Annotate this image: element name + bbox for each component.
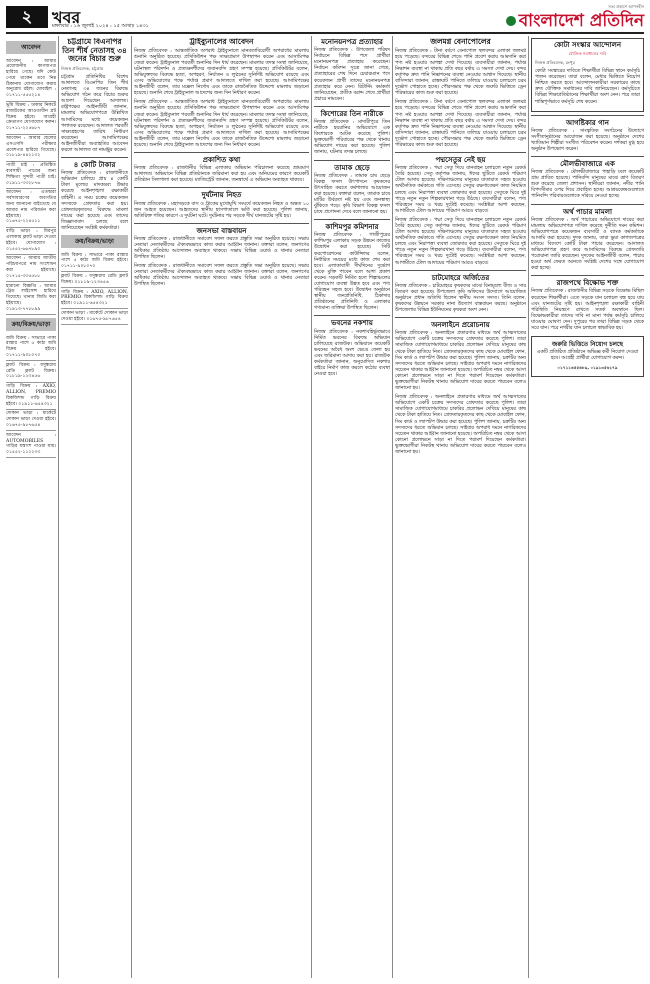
story-headline: কিশোরের তিন নারীকে [320,109,384,118]
story-money-laundering [531,208,644,273]
brand-block [506,4,644,31]
story-song [531,119,644,153]
story-divider [395,152,526,153]
classified-item: আবেদন : AUTOMOBILES গাড়ির যন্ত্রাংশ পাওয়া যায়। ০১৫৫২-১১২২৩৩ [6,431,56,458]
column-divider [392,36,393,978]
story-body-continued: নিজস্ব প্রতিবেদক : টানা বর্ষণে বেনাপোল স্থলবন্দর এলাকা জলমগ্ন হয়ে পড়েছে। বন্দরের বিভিন্ন শেডে পানি প্রবেশ করায় আমদানি করা পণ্য নষ্ট হওয়ার আশঙ্কা দেখা দিয়েছে। ব্যবসায়ীরা জানান, পর্যাপ্ত নিষ্কাশন ব্যবস্থা না থাকায় প্রতি বছর বর্ষায় এ সমস্যা দেখা দেয়। বন্দর কর্তৃপক্ষ দ্রুত পানি নিষ্কাশনের ব্যবস্থা নেওয়ার আশ্বাস দিয়েছে। স্থানীয় বাসিন্দারা জানান, রাস্তাঘাট পানিতে তলিয়ে যাওয়ায় চলাচলে চরম দুর্ভোগ পোহাতে হচ্ছে। পৌরসভার পক্ষ থেকে জরুরি ভিত্তিতে ড্রেন পরিষ্কারের কাজ শুরু করা হয়েছে। [395,100,526,149]
story-headline: তামাক ছেড়ে [334,163,370,172]
column-five [395,38,526,978]
story-byline: নিজস্ব প্রতিবেদক, চট্টগ্রাম [61,65,104,71]
story-body: নিজস্ব প্রতিবেদক : রাজধানীর বিভিন্ন এলাকায় অভিযান পরিচালনা করেছে ভ্রাম্যমাণ আদালত। অভিযানে বিভিন্ন প্রতিষ্ঠানকে জরিমানা করা হয় এবং অনিয়মের কারণে কয়েকটি প্রতিষ্ঠান সিলগালা করা হয়েছে। ম্যাজিস্ট্রেট জানান, জনস্বার্থে এ অভিযান অব্যাহত থাকবে। [134,166,309,184]
classified-item: ফ্ল্যাট বিক্রয় : বসুন্ধরায় রেডি ফ্ল্যাট বিক্রয়। ০১৮১৯-১২৩৪৫৬ [61,272,128,288]
story-tobacco [314,164,390,217]
story-headline: মৌলভীবাজারে এক [560,160,615,169]
classified-item: জমি বিক্রয় : সাভারে পাকা রাস্তার পাশে ৫ কাঠা জমি বিক্রয় হইবে। ০১৭১১-৯০৮০৭০ [61,251,128,272]
story-headline: পদ্মসেতুর নেই ছয় [435,156,486,165]
column-divider [528,36,529,978]
story-headline: রাজপথে বিক্ষোভ শক্ত [556,279,619,288]
classified-item: গাড়ি বিক্রয় : AXIO, ALLION, PREMIO রিকন্ডিশন্ড গাড়ি বিক্রয় হইবে। ০১৯১১-৬৫৪৩২১ [61,288,128,309]
issue-date: মঙ্গলবার : ১৬ জুলাই ২০২৪ : ১৫ আষাঢ় ১৪৩১ [52,23,149,29]
column-six [531,38,644,978]
story-body: নিজস্ব প্রতিবেদক : টানা বর্ষণে বেনাপোল স্থলবন্দর এলাকা জলমগ্ন হয়ে পড়েছে। বন্দরের বিভিন্ন শেডে পানি প্রবেশ করায় আমদানি করা পণ্য নষ্ট হওয়ার আশঙ্কা দেখা দিয়েছে। ব্যবসায়ীরা জানান, পর্যাপ্ত নিষ্কাশন ব্যবস্থা না থাকায় প্রতি বছর বর্ষায় এ সমস্যা দেখা দেয়। বন্দর কর্তৃপক্ষ দ্রুত পানি নিষ্কাশনের ব্যবস্থা নেওয়ার আশ্বাস দিয়েছে। স্থানীয় বাসিন্দারা জানান, রাস্তাঘাট পানিতে তলিয়ে যাওয়ায় চলাচলে চরম দুর্ভোগ পোহাতে হচ্ছে। পৌরসভার পক্ষ থেকে জরুরি ভিত্তিতে ড্রেন পরিষ্কারের কাজ শুরু করা হয়েছে। [395,48,526,97]
story-body: কোটা সংস্কারের দাবিতে শিক্ষার্থীরা বিভিন্ন স্থানে কর্মসূচি পালন করেছেন। তারা বলেন, মেধার ভিত্তিতে নিয়োগ নিশ্চিত করতে হবে। আন্দোলনকারীরা সরকারের কাছে দ্রুত যৌক্তিক সমাধানের দাবি জানিয়েছেন। কর্মসূচিতে বিভিন্ন শিক্ষাপ্রতিষ্ঠানের শিক্ষার্থীরা অংশ নেন। পরে তারা শান্তিপূর্ণভাবে কর্মসূচি শেষ করেন। [535,69,640,105]
ad-body: একটি প্রতিষ্ঠিত প্রতিষ্ঠানে অভিজ্ঞ কর্মী নিয়োগ দেওয়া হবে। আগ্রহী প্রার্থীরা যোগাযোগ করুন। [536,350,639,362]
story-body: নিজস্ব প্রতিবেদক : চাটমোহরে কৃষকদের মাঝে বিনামূল্যে বীজ ও সার বিতরণ করা হয়েছে। উপজেলা কৃষি অফিসের উদ্যোগে আয়োজিত অনুষ্ঠানে প্রধান অতিথি ছিলেন স্থানীয় সংসদ সদস্য। তিনি বলেন, কৃষকদের উন্নয়নে সরকার নানা উদ্যোগ বাস্তবায়ন করছে। অনুষ্ঠানে উপজেলার বিভিন্ন ইউনিয়নের কৃষকরা অংশ নেন। [395,283,526,314]
story-body: নিজস্ব প্রতিবেদক : পদ্মা সেতু দিয়ে যানবাহন চলাচলে নতুন রেকর্ড তৈরি হয়েছে। সেতু কর্তৃপক্ষ জানায়, ঈদের ছুটিতে রেকর্ড পরিমাণ টোল আদায় হয়েছে। দক্ষিণাঞ্চলের মানুষের যাতায়াত সহজ হওয়ায় অর্থনৈতিক কর্মকাণ্ডে গতি এসেছে। সেতুর রক্ষণাবেক্ষণ কাজ নিয়মিত চলছে এবং নিরাপত্তা ব্যবস্থা জোরদার করা হয়েছে। সেতুকে ঘিরে দুই পাড়ে নতুন নতুন শিল্পকারখানা গড়ে উঠছে। ব্যবসায়ীরা বলেন, পণ্য পরিবহনে সময় ও খরচ দুটোই কমেছে। সংশ্লিষ্টরা আশা করছেন, আগামীতে টোল আদায়ের পরিমাণ আরও বাড়বে। [395,166,526,214]
story-headline: প্রকাশিত কথা [202,156,241,165]
classified-item: আবেদন : আমার প্রয়োজনীয় কাগজপত্র হারিয়ে গেছে। যদি কেউ পেয়ে থাকেন তবে নিম্ন ঠিকানায় যোগাযোগ করার অনুরোধ রইল। মোবাইল : ০১৭১১-৫৫৫২১৪ [6,57,56,102]
classified-item: আবেদন : আমার ছেলের এসএসসি পরীক্ষার প্রবেশপত্র হারিয়ে গিয়েছে। ০১৮১৯-৪৪২১৩২ [6,135,56,162]
story-divider [314,315,390,316]
story-body-continued: নিজস্ব প্রতিবেদক : রাজধানীতে সমাবেশ সফল করতে প্রস্তুতি সভা অনুষ্ঠিত হয়েছে। সভায় নেতারা নেতাকর্মীদের ঐক্যবদ্ধভাবে কাজ করার আহ্বান জানান। বক্তারা বলেন, জনগণের অধিকার প্রতিষ্ঠায় আন্দোলন অব্যাহত থাকবে। সভায় বিভিন্ন ওয়ার্ড ও থানার নেতারা উপস্থিত ছিলেন। [134,264,309,288]
classifieds-header: আবেদন [6,41,56,54]
story-tribunal [134,38,309,149]
story-body: নিজস্ব প্রতিবেদক : নকশাবহির্ভূতভাবে নির্মিত ভবনের বিরুদ্ধে অভিযান চালিয়েছে রাজউক। অভিযানে কয়েকটি ভবনের অবৈধ অংশ ভেঙে ফেলা হয় এবং জরিমানা আদায় করা হয়। রাজউক কর্মকর্তারা জানান, অনুমোদিত নকশার বাইরে নির্মাণ কাজ করলে কঠোর ব্যবস্থা নেওয়া হবে। [314,329,390,378]
story-headline: অর্থ পাচার মামলা [563,207,612,216]
classified-item: আবেদন : আমার জাতীয় পরিচয়পত্রে নাম সংশোধন করা হইয়াছে। ০১৭১৫-৩৩৫৫৮৮ [6,255,56,282]
story-body: নিজস্ব প্রতিবেদক : রাজধানীতে অভিযান চালিয়ে প্রায় ৪ কোটি টাকা মূল্যের মাদকদ্রব্য উদ্ধার করেছে আইনশৃঙ্খলা রক্ষাকারী বাহিনী। এ সময় চক্রের কয়েকজন সদস্যকে গ্রেফতার করা হয়। গ্রেফতারকৃতদের বিরুদ্ধে মামলা দায়ের করা হয়েছে এবং তাদের জিজ্ঞাসাবাদ চলছে বলে জানিয়েছেন সংশ্লিষ্ট কর্মকর্তারা। [61,171,128,231]
column-divider [131,36,132,978]
story-headline: মনোনয়নপত্র প্রত্যাহার [321,38,383,46]
story-divider [395,270,526,271]
story-divider [531,275,644,276]
brand-name [506,11,644,31]
story-divider [395,317,526,318]
ad-phone: ০১৭১১৬৫৫৬৮৯, ০১৯১৩৫৬১৭৯ [557,365,618,371]
brand-name-text: বাংলাদেশ প্রতিদিন [518,11,644,31]
advertisement-box [531,336,644,377]
masthead [6,4,644,34]
story-body: নিজস্ব প্রতিবেদক : রাজধানীর বিভিন্ন সড়কে বিক্ষোভ মিছিল করেছেন শিক্ষার্থীরা। এতে সড়কে যান চলাচল বন্ধ হয়ে যায় এবং যানজটের সৃষ্টি হয়। আইনশৃঙ্খলা রক্ষাকারী বাহিনী পরিস্থিতি নিয়ন্ত্রণে রাখতে সতর্ক অবস্থানে ছিল। বিক্ষোভকারীরা তাদের দাবি না মানা পর্যন্ত কর্মসূচি চালিয়ে যাওয়ার ঘোষণা দেন। দুপুরের পর তারা বিভিন্ন সড়ক থেকে সরে যান। পরে নগরীর যান চলাচল স্বাভাবিক হয়। [531,289,644,332]
classifieds-header-small: ক্রয়/বিক্রয়/ভাড়া [61,235,128,248]
story-body-continued: নিজস্ব প্রতিবেদক : অনলাইনে প্রতারণার মাধ্যমে অর্থ আত্মসাতের অভিযোগে একটি চক্রের সদস্যদের গ্রেফতার করেছে পুলিশ। তারা সামাজিক যোগাযোগমাধ্যমে চাকরির প্রলোভন দেখিয়ে মানুষের কাছ থেকে টাকা হাতিয়ে নিত। গ্রেফতারকৃতদের কাছ থেকে মোবাইল ফোন, সিম কার্ড ও ল্যাপটপ উদ্ধার করা হয়েছে। পুলিশ জানায়, চক্রটির অন্য সদস্যদের ধরতে অভিযান চলছে। সাইবার অপরাধ দমনে নাগরিকদের সচেতন থাকার আহ্বান জানানো হয়েছে। অপরিচিত নম্বর থেকে আসা কোনো প্রলোভনে সাড়া না দিতে পরামর্শ দিয়েছেন কর্মকর্তারা। ভুক্তভোগীরা নিকটস্থ থানায় অভিযোগ দায়ের করতে পারবেন বলেও জানানো হয়। [395,395,526,456]
story-body: নিজস্ব প্রতিবেদক : অনলাইনে প্রতারণার মাধ্যমে অর্থ আত্মসাতের অভিযোগে একটি চক্রের সদস্যদের গ্রেফতার করেছে পুলিশ। তারা সামাজিক যোগাযোগমাধ্যমে চাকরির প্রলোভন দেখিয়ে মানুষের কাছ থেকে টাকা হাতিয়ে নিত। গ্রেফতারকৃতদের কাছ থেকে মোবাইল ফোন, সিম কার্ড ও ল্যাপটপ উদ্ধার করা হয়েছে। পুলিশ জানায়, চক্রটির অন্য সদস্যদের ধরতে অভিযান চলছে। সাইবার অপরাধ দমনে নাগরিকদের সচেতন থাকার আহ্বান জানানো হয়েছে। অপরিচিত নম্বর থেকে আসা কোনো প্রলোভনে সাড়া না দিতে পরামর্শ দিয়েছেন কর্মকর্তারা। ভুক্তভোগীরা নিকটস্থ থানায় অভিযোগ দায়ের করতে পারবেন বলেও জানানো হয়। [395,331,526,392]
classified-item: বাড়ি ভাড়া : মিরপুর এলাকায় ফ্ল্যাট ভাড়া দেওয়া হইবে। যোগাযোগ : ০১৫৫২-৬৬৭৮৯০ [6,228,56,255]
story-nomination [314,38,390,103]
story-benapole [395,38,526,149]
column-divider [311,36,312,978]
story-protest [531,279,644,332]
story-body: নিজস্ব প্রতিবেদক : মৌলভীবাজারে পাহাড়ি ঢলে কয়েকটি গ্রাম প্লাবিত হয়েছে। পানিবন্দি মানুষের মাঝে ত্রাণ বিতরণ শুরু করেছে জেলা প্রশাসন। স্থানীয়রা জানান, নদীর পানি বিপদসীমার ওপর দিয়ে প্রবাহিত হচ্ছে। আশ্রয়কেন্দ্রগুলোতে পানিবন্দি পরিবারগুলোকে সরিয়ে নেওয়া হচ্ছে। [531,170,644,200]
story-body: নিজস্ব প্রতিবেদক : মাদারীপুরে তিন নারীকে হয়রানির অভিযোগে এক কিশোরকে আটক করেছে পুলিশ। ভুক্তভোগী পরিবারের পক্ষ থেকে থানায় অভিযোগ দায়ের করা হয়েছে। পুলিশ জানায়, ঘটনার তদন্ত চলছে। [314,119,390,156]
classified-item: দোকান ভাড়া : মার্কেটে দোকান ভাড়া দেওয়া হইবে। ০১৬৭৫-৯৮৭৬৫৪ [61,309,128,325]
classified-item: ভূমি বিক্রয় : ঢাকার নিকটে রাজউকের আওতাধীন প্লট বিক্রয় হইবে। আগ্রহী ক্রেতাগণ যোগাযোগ করুন। ০১৭১১-২২৫৬৮৭ [6,102,56,135]
story-kala [134,156,309,184]
classified-item: হারানো বিজ্ঞপ্তি : আমার ট্রেড লাইসেন্স হারিয়ে গিয়েছে। থানায় জিডি করা হইয়াছে। ০১৯১৩-৭৭৮৮৯৯ [6,282,56,315]
story-body: নিজস্ব প্রতিবেদক : গাজীপুরের কাশিমপুর এলাকায় সড়ক উন্নয়ন কাজের উদ্বোধন করা হয়েছে। সিটি করপোরেশনের কাউন্সিলর বলেন, নির্ধারিত সময়ের মধ্যে কাজ শেষ করা হবে। এলাকাবাসী দীর্ঘদিনের দুর্ভোগ থেকে মুক্তি পাবেন বলে আশা প্রকাশ করেন। সড়কটি নির্মিত হলে শিল্পাঞ্চলের যোগাযোগ ব্যবস্থা উন্নত হবে এবং পণ্য পরিবহন সহজ হবে। উদ্বোধন অনুষ্ঠানে স্থানীয় জনপ্রতিনিধি, ঠিকাদার প্রতিষ্ঠানের প্রতিনিধি ও এলাকার গণ্যমান্য ব্যক্তিরা উপস্থিত ছিলেন। [314,233,390,312]
classified-item: ফ্ল্যাট বিক্রয় : বসুন্ধরায় রেডি ফ্ল্যাট বিক্রয়। ০১৮১৯-১২৩৪৫৬ [6,361,56,382]
story-headline: আগষ্টিকার গান [566,118,609,127]
column-two [61,38,128,978]
story-divider [314,160,390,161]
story-headline: চাটমোহরে অর্জিতের [431,273,490,282]
story-online-fraud [395,321,526,456]
classifieds-header-buy-sell: ক্রয়/বিক্রয়/ভাড়া [6,318,56,331]
story-headline: জলমগ্ন বেনাপোলের [430,38,491,46]
story-body: চট্টগ্রাম প্রতিনিধির বিশেষ আদালতে বিএনপির তিন শীর্ষ নেতাসহ ৩৪ জনের বিরুদ্ধে অভিযোগ গঠন করে বিচার শুরুর আদেশ দিয়েছেন আদালত। রাষ্ট্রপক্ষের আইনজীবী জানান, মামলার অভিযোগপত্রে উল্লিখিত আসামিদের মধ্যে কয়েকজন পলাতক রয়েছেন। আদালত পরবর্তী সাক্ষ্যগ্রহণের তারিখ নির্ধারণ করেছেন। আসামিপক্ষের আইনজীবীরা অব্যাহতির আবেদন করলে আদালত তা নামঞ্জুর করেন। [61,74,128,153]
column-divider [58,36,59,978]
story-four-crore [61,161,128,232]
section-name: খবর [52,8,81,27]
story-kasimpur [314,223,390,312]
story-headline: ভবনের নকশায় [331,319,373,328]
story-body: নিজস্ব প্রতিবেদক : অর্থ পাচারের অভিযোগে দায়ের করা মামলায় অভিযোগপত্র দাখিল করেছে দুর্নীতি দমন কমিশন। অভিযোগপত্রে কয়েকজন ব্যবসায়ী ও ব্যাংক কর্মকর্তাকে আসামি করা হয়েছে। দুদক জানায়, তারা ভুয়া কাগজপত্রের মাধ্যমে বিদেশে কোটি টাকা পাচার করেছেন। আদালত অভিযোগপত্র গ্রহণ করে আসামিদের বিরুদ্ধে গ্রেফতারি পরোয়ানা জারি করেছেন। দুদকের আইনজীবী বলেন, পাচার হওয়া অর্থ ফেরত আনতে সংশ্লিষ্ট দেশের সঙ্গে যোগাযোগ করা হচ্ছে। [531,217,644,272]
logo-icon [506,16,516,26]
story-divider [134,223,309,224]
story-divider [314,106,390,107]
story-divider [134,187,309,188]
story-road [134,191,309,219]
story-body-continued: নিজস্ব প্রতিবেদক : আন্তর্জাতিক অপরাধ ট্রাইব্যুনালে মানবতাবিরোধী অপরাধের মামলায় শুনানি অনুষ্ঠিত হয়েছে। প্রসিকিউশন পক্ষ সাক্ষ্যপ্রমাণ উপস্থাপন করেন এবং আসামিপক্ষ জেরা করেন। ট্রাইব্যুনাল পরবর্তী শুনানির দিন ধার্য করেছেন। মামলার তদন্ত সংস্থা জানিয়েছে, ঘটনাস্থল পরিদর্শন ও প্রত্যক্ষদর্শীদের জবানবন্দি গ্রহণ সম্পন্ন হয়েছে। প্রসিকিউটর বলেন, অভিযুক্তদের বিরুদ্ধে হত্যা, অপহরণ, নির্যাতন ও লুণ্ঠনের সুনির্দিষ্ট অভিযোগ রয়েছে এবং এসব অভিযোগের পক্ষে পর্যাপ্ত প্রমাণ আদালতে দাখিল করা হয়েছে। আসামিপক্ষের আইনজীবী বলেন, তার মক্কেল নির্দোষ এবং তাকে রাজনৈতিক উদ্দেশ্যে মামলায় জড়ানো হয়েছে। শুনানি শেষে ট্রাইব্যুনাল আদেশের জন্য দিন নির্ধারণ করেন। [134,100,309,149]
story-divider [134,152,309,153]
ad-title: জরুরি ভিত্তিতে নিয়োগ চলছে [551,341,624,349]
story-rally [134,227,309,289]
story-chatmohar [395,274,526,315]
story-body: নিজস্ব প্রতিবেদক : রাজধানীতে সমাবেশ সফল করতে প্রস্তুতি সভা অনুষ্ঠিত হয়েছে। সভায় নেতারা নেতাকর্মীদের ঐক্যবদ্ধভাবে কাজ করার আহ্বান জানান। বক্তারা বলেন, জনগণের অধিকার প্রতিষ্ঠায় আন্দোলন অব্যাহত থাকবে। সভায় বিভিন্ন ওয়ার্ড ও থানার নেতারা উপস্থিত ছিলেন। [134,236,309,261]
classified-item: জমি বিক্রয় : সাভারে পাকা রাস্তার পাশে ৫ কাঠা জমি বিক্রয় হইবে। ০১৭১১-৯০৮০৭০ [6,334,56,361]
column-four [314,38,390,978]
story-building [314,319,390,378]
story-divider [531,204,644,205]
story-chattogram [61,38,128,154]
classified-item: দোকান ভাড়া : মার্কেটে দোকান ভাড়া দেওয়া হইবে। ০১৬৭৫-৯৮৭৬৫৪ [6,410,56,431]
story-divider [531,156,644,157]
story-three-women [314,110,390,157]
story-headline: দুর্ঘটনায় নিহত [201,191,242,200]
column-three [134,38,309,978]
story-headline: ৪ কোটি টাকার [73,161,116,170]
story-headline: চট্টগ্রামে বিএনপির তিন শীর্ষ নেতাসহ ৩৪ জনের বিচার শুরু [62,38,127,64]
story-quota [531,38,644,112]
story-headline: কাশিমপুর কমিশনার [325,223,379,232]
story-body: নিজস্ব প্রতিবেদক : সাংস্কৃতিক সংগঠনের উদ্যোগে সংগীতানুষ্ঠানের আয়োজন করা হয়েছে। অনুষ্ঠানে দেশের খ্যাতিমান শিল্পীরা সংগীত পরিবেশন করেন। দর্শকরা মুগ্ধ হয়ে অনুষ্ঠান উপভোগ করেন। [531,128,644,152]
story-byline: নিজস্ব প্রতিবেদক, রংপুর [535,60,575,66]
classifieds-column [6,38,56,978]
brand-tagline: সত্য প্রকাশে আপসহীন [608,4,644,9]
story-body: নিজস্ব প্রতিবেদক : আন্তর্জাতিক অপরাধ ট্রাইব্যুনালে মানবতাবিরোধী অপরাধের মামলায় শুনানি অনুষ্ঠিত হয়েছে। প্রসিকিউশন পক্ষ সাক্ষ্যপ্রমাণ উপস্থাপন করেন এবং আসামিপক্ষ জেরা করেন। ট্রাইব্যুনাল পরবর্তী শুনানির দিন ধার্য করেছেন। মামলার তদন্ত সংস্থা জানিয়েছে, ঘটনাস্থল পরিদর্শন ও প্রত্যক্ষদর্শীদের জবানবন্দি গ্রহণ সম্পন্ন হয়েছে। প্রসিকিউটর বলেন, অভিযুক্তদের বিরুদ্ধে হত্যা, অপহরণ, নির্যাতন ও লুণ্ঠনের সুনির্দিষ্ট অভিযোগ রয়েছে এবং এসব অভিযোগের পক্ষে পর্যাপ্ত প্রমাণ আদালতে দাখিল করা হয়েছে। আসামিপক্ষের আইনজীবী বলেন, তার মক্কেল নির্দোষ এবং তাকে রাজনৈতিক উদ্দেশ্যে মামলায় জড়ানো হয়েছে। শুনানি শেষে ট্রাইব্যুনাল আদেশের জন্য দিন নির্ধারণ করেন। [134,48,309,97]
story-subheadline: যৌক্তিক সমাধানের দাবি [568,51,607,57]
story-body: নিজস্ব প্রতিবেদক : মহাসড়কে বাস ও ট্রাকের মুখোমুখি সংঘর্ষে কয়েকজন নিহত ও অন্তত ১০ জন আহত হয়েছেন। আহতদের স্থানীয় হাসপাতালে ভর্তি করা হয়েছে। পুলিশ জানায়, অতিরিক্ত গতির কারণে এ দুর্ঘটনা ঘটে। দুর্ঘটনার পর সড়কে দীর্ঘ যানজটের সৃষ্টি হয়। [134,201,309,219]
story-divider [61,157,128,158]
story-headline: জনসভা বাস্তবায়ন [196,226,247,235]
classified-item: গাড়ি বিক্রয় : AXIO, ALLION, PREMIO রিকন্ডিশন্ড গাড়ি বিক্রয় হইবে। ০১৯১১-৬৫৪৩২১ [6,383,56,410]
story-moulvibazar [531,160,644,201]
story-body: নিজস্ব প্রতিবেদক : উপজেলা পরিষদ নির্বাচনে বিভিন্ন পদে প্রার্থীরা মনোনয়নপত্র প্রত্যাহার করেছেন। নির্বাচন কমিশন সূত্রে জানা গেছে, প্রত্যাহারের শেষ দিনে চেয়ারম্যান পদে কয়েকজন প্রার্থী তাদের মনোনয়নপত্র প্রত্যাহার করে নেন। রিটার্নিং কর্মকর্তা জানিয়েছেন, প্রতীক বরাদ্দ শেষে প্রার্থীরা প্রচারে নামবেন। [314,48,390,102]
story-headline: কোটা সংস্কার আন্দোলন [553,41,622,49]
story-padma [395,156,526,267]
page-number: ২ [6,6,48,28]
classified-item: পাত্রী চাই : প্রতিষ্ঠিত ব্যবসায়ী পাত্রের জন্য শিক্ষিতা সুন্দরী পাত্রী চাই। ০১৯১১-৩৩২৮৭৬ [6,162,56,189]
story-divider [531,115,644,116]
story-body-continued: নিজস্ব প্রতিবেদক : পদ্মা সেতু দিয়ে যানবাহন চলাচলে নতুন রেকর্ড তৈরি হয়েছে। সেতু কর্তৃপক্ষ জানায়, ঈদের ছুটিতে রেকর্ড পরিমাণ টোল আদায় হয়েছে। দক্ষিণাঞ্চলের মানুষের যাতায়াত সহজ হওয়ায় অর্থনৈতিক কর্মকাণ্ডে গতি এসেছে। সেতুর রক্ষণাবেক্ষণ কাজ নিয়মিত চলছে এবং নিরাপত্তা ব্যবস্থা জোরদার করা হয়েছে। সেতুকে ঘিরে দুই পাড়ে নতুন নতুন শিল্পকারখানা গড়ে উঠছে। ব্যবসায়ীরা বলেন, পণ্য পরিবহনে সময় ও খরচ দুটোই কমেছে। সংশ্লিষ্টরা আশা করছেন, আগামীতে টোল আদায়ের পরিমাণ আরও বাড়বে। [395,217,526,266]
story-headline: ট্রাইব্যুনালের আবেদন [189,38,254,46]
story-headline: অনলাইনে প্ররোচনায় [431,321,490,330]
story-body: নিজস্ব প্রতিবেদক : তামাক চাষ ছেড়ে বিকল্প ফসল উৎপাদনে কৃষকদের উৎসাহিত করতে কর্মশালার আয়োজন করা হয়েছে। বক্তারা বলেন, তামাক চাষে মাটির উর্বরতা নষ্ট হয় এবং জনস্বাস্থ্য ঝুঁকিতে পড়ে। কৃষি বিভাগ বিকল্প ফসল চাষে প্রণোদনা দেবে বলে জানানো হয়। [314,173,390,216]
classified-item: আবেদন : এতদ্বারা সর্বসাধারণের অবগতির জন্য জানানো যাইতেছে যে আমার নাম পরিবর্তন করা হইয়াছে। ০১৬৭৫-২২৪৫১১ [6,189,56,228]
story-divider [314,219,390,220]
